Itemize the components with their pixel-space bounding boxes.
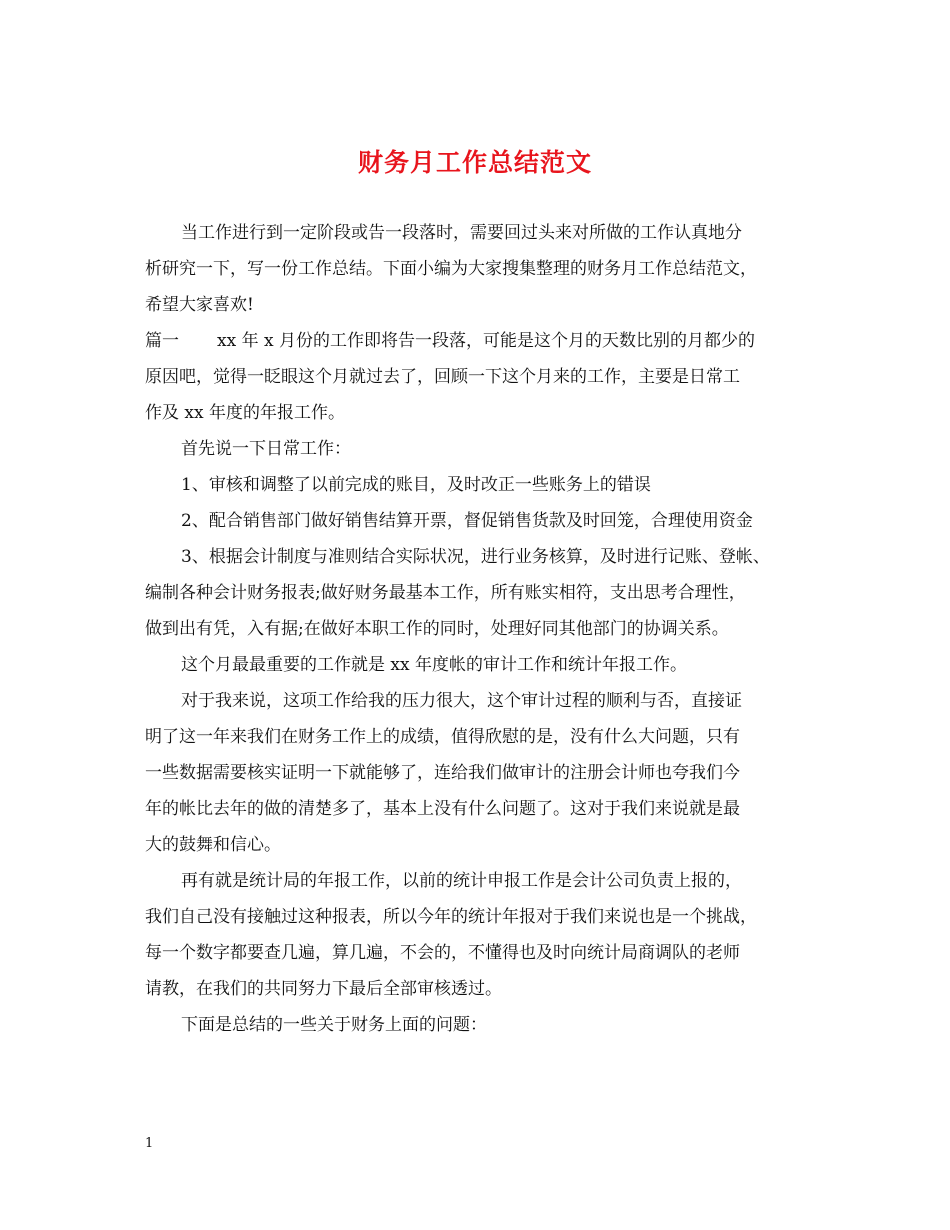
stats-paragraph-line: 我们自己没有接触过这种报表，所以今年的统计年报对于我们来说也是一个挑战， (145, 907, 757, 927)
intro-line: 当工作进行到一定阶段或告一段落时，需要回过头来对所做的工作认真地分 (181, 223, 742, 243)
list-item: 3、根据会计制度与准则结合实际状况，进行业务核算，及时进行记账、登帐、 (181, 547, 770, 567)
page-number: 1 (145, 1136, 154, 1151)
stats-paragraph-line: 每一个数字都要查几遍，算几遍，不会的，不懂得也及时向统计局商调队的老师 (145, 943, 740, 963)
audit-paragraph-line: 年的帐比去年的做的清楚多了，基本上没有什么问题了。这对于我们来说就是最 (145, 799, 740, 819)
document-title: 财务月工作总结范文 (357, 148, 592, 177)
daily-work-heading: 首先说一下日常工作： (181, 439, 351, 459)
section-one-line: 作及 xx 年度的年报工作。 (145, 403, 345, 423)
document-body (145, 215, 825, 1043)
audit-paragraph-line: 大的鼓舞和信心。 (145, 835, 281, 855)
intro-line: 析研究一下，写一份工作总结。下面小编为大家搜集整理的财务月工作总结范文， (145, 259, 757, 279)
stats-paragraph-line: 请教，在我们的共同努力下最后全部审核透过。 (145, 979, 502, 999)
audit-paragraph-line: 对于我来说，这项工作给我的压力很大，这个审计过程的顺利与否，直接证 (181, 691, 742, 711)
list-item: 1、审核和调整了以前完成的账目，及时改正一些账务上的错误 (181, 475, 651, 495)
intro-line: 希望大家喜欢! (145, 295, 254, 315)
audit-paragraph-line: 一些数据需要核实证明一下就能够了，连给我们做审计的注册会计师也夸我们今 (145, 763, 740, 783)
section-one-line: 原因吧，觉得一眨眼这个月就过去了，回顾一下这个月来的工作，主要是日常工 (145, 367, 740, 387)
section-one-text: xx 年 x 月份的工作即将告一段落，可能是这个月的天数比别的月都少的 (217, 331, 755, 351)
audit-paragraph-line: 明了这一年来我们在财务工作上的成绩，值得欣慰的是，没有什么大问题，只有 (145, 727, 740, 747)
section-one-label: 篇一 (145, 331, 179, 351)
list-item: 2、配合销售部门做好销售结算开票，督促销售货款及时回笼，合理使用资金 (181, 511, 753, 531)
stats-paragraph-line: 再有就是统计局的年报工作，以前的统计申报工作是会计公司负责上报的， (181, 871, 742, 891)
section-one-first-line (145, 323, 825, 359)
closing-line: 下面是总结的一些关于财务上面的问题： (181, 1015, 487, 1035)
list-item-continuation: 做到出有凭，入有据;在做好本职工作的同时，处理好同其他部门的协调关系。 (145, 619, 729, 639)
list-item-continuation: 编制各种会计财务报表;做好财务最基本工作，所有账实相符，支出思考合理性， (145, 583, 746, 603)
important-work-line: 这个月最最重要的工作就是 xx 年度帐的审计工作和统计年报工作。 (181, 655, 687, 675)
